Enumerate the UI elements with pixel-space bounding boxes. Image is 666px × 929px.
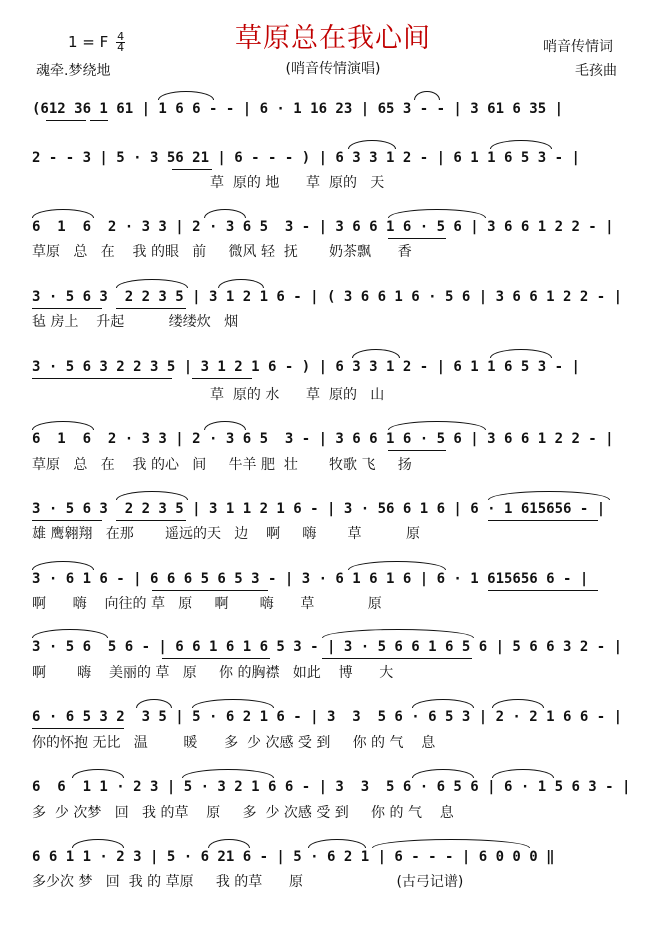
notation-line: 6 · 6 5 3 2 3 5 | 5 · 6 2 1 6 - | 3 3 5 6 · 6 5 3 | 2 · 2 1 6 6 - | bbox=[32, 709, 623, 725]
slur bbox=[116, 491, 188, 500]
notation-line: 3 · 5 6 3 2 2 3 5 | 3 1 1 2 1 6 - | 3 · 56 6 1 6 | 6 · 1 615656 - | bbox=[32, 501, 606, 517]
beam bbox=[388, 450, 446, 451]
beam bbox=[192, 378, 252, 379]
lyric-line-7: 雄 鹰翱翔 在那 遥远的天 边 啊 嗨 草 原 bbox=[32, 526, 421, 542]
beam bbox=[32, 520, 102, 521]
beam bbox=[32, 378, 172, 379]
slur bbox=[412, 699, 474, 708]
slur bbox=[204, 421, 246, 430]
slur bbox=[32, 421, 94, 430]
slur bbox=[352, 349, 400, 358]
notation-line: 6 6 1 1 · 2 3 | 5 · 3 2 1 6 6 - | 3 3 5 6 · 6 5 6 | 6 · 1 5 6 3 - | bbox=[32, 779, 631, 795]
beam bbox=[116, 308, 186, 309]
slur bbox=[414, 91, 440, 100]
time-signature bbox=[116, 32, 125, 53]
beam bbox=[488, 590, 598, 591]
slur bbox=[158, 91, 214, 100]
beam bbox=[116, 520, 186, 521]
time-top: 4 bbox=[117, 30, 125, 43]
beam bbox=[32, 308, 102, 309]
notation-line: 6 1 6 2 · 3 3 | 2 · 3 6 5 3 - | 3 6 6 1 6 · 5 6 | 3 6 6 1 2 2 - | bbox=[32, 219, 614, 235]
staff-line-7 bbox=[32, 498, 636, 520]
staff-line-1 bbox=[32, 98, 636, 120]
staff-line-8 bbox=[32, 568, 636, 590]
notation-line: 3 · 5 6 3 2 2 3 5 | 3 1 2 1 6 - | ( 3 6 6 1 6 · 5 6 | 3 6 6 1 2 2 - | bbox=[32, 289, 623, 305]
slur bbox=[492, 699, 544, 708]
slur bbox=[72, 839, 124, 848]
beam bbox=[172, 169, 212, 170]
slur bbox=[388, 209, 486, 218]
lyric-line-5: 草 原的 水 草 原的 山 bbox=[32, 387, 385, 403]
beam bbox=[162, 658, 270, 659]
lyric-line-6: 草原 总 在 我 的心 间 牛羊 肥 壮 牧歌 飞 扬 bbox=[32, 457, 412, 473]
slur bbox=[492, 769, 554, 778]
slur bbox=[348, 561, 446, 570]
notation-line: 3 · 5 6 5 6 - | 6 6 1 6 1 6 5 3 - | 3 · 5 6 6 1 6 5 6 | 5 6 6 3 2 - | bbox=[32, 639, 623, 655]
lyric-line-12: 多少次 梦 回 我 的 草原 我 的草 原 (古弓记谱) bbox=[32, 874, 464, 890]
slur bbox=[192, 699, 274, 708]
beam bbox=[152, 590, 268, 591]
beam bbox=[322, 658, 472, 659]
staff-line-3 bbox=[32, 216, 636, 238]
beam bbox=[32, 728, 124, 729]
notation-line: 6 6 1 1 · 2 3 | 5 · 6 21 6 - | 5 · 6 2 1 | 6 - - - | 6 0 0 0 ‖ bbox=[32, 849, 555, 865]
lyric-line-10: 你的怀抱 无比 温 暖 多 少 次感 受 到 你 的 气 息 bbox=[32, 735, 436, 751]
slur bbox=[412, 769, 474, 778]
slur bbox=[72, 769, 124, 778]
beam bbox=[388, 238, 446, 239]
staff-line-2 bbox=[32, 147, 636, 169]
key-signature bbox=[68, 32, 125, 53]
lyric-line-4: 毡 房上 升起 缕缕炊 烟 bbox=[32, 314, 239, 330]
slur bbox=[488, 491, 610, 500]
staff-line-11 bbox=[32, 776, 636, 798]
slur bbox=[308, 839, 366, 848]
notation-line: 6 1 6 2 · 3 3 | 2 · 3 6 5 3 - | 3 6 6 1 6 · 5 6 | 3 6 6 1 2 2 - | bbox=[32, 431, 614, 447]
subtitle: (哨音传情演唱) bbox=[285, 61, 381, 77]
lyric-line-9: 啊 嗨 美丽的 草 原 你 的胸襟 如此 博 大 bbox=[32, 665, 394, 681]
arranger-note: 魂牵.梦绕地 bbox=[36, 63, 111, 79]
slur bbox=[136, 699, 172, 708]
beam bbox=[90, 120, 108, 121]
slur bbox=[32, 209, 94, 218]
notation-line: 3 · 6 1 6 - | 6 6 6 5 6 5 3 - | 3 · 6 1 6 1 6 | 6 · 1 615656 6 - | bbox=[32, 571, 589, 587]
slur bbox=[32, 561, 94, 570]
key-label: 1 = F bbox=[68, 33, 109, 51]
slur bbox=[372, 839, 530, 848]
slur bbox=[182, 769, 274, 778]
notation-line: 2 - - 3 | 5 · 3 56 21 | 6 - - - ) | 6 3 3 1 2 - | 6 1 1 6 5 3 - | bbox=[32, 150, 580, 166]
staff-line-12 bbox=[32, 846, 636, 868]
staff-line-4 bbox=[32, 286, 636, 308]
slur bbox=[208, 839, 250, 848]
time-bottom: 4 bbox=[117, 41, 125, 54]
beam bbox=[488, 520, 598, 521]
notation-line: 3 · 5 6 3 2 2 3 5 | 3 1 2 1 6 - ) | 6 3 3 1 2 - | 6 1 1 6 5 3 - | bbox=[32, 359, 580, 375]
lyricist-credit: 哨音传情词 bbox=[543, 39, 613, 55]
lyric-line-11: 多 少 次梦 回 我 的草 原 多 少 次感 受 到 你 的 气 息 bbox=[32, 805, 454, 821]
slur bbox=[218, 279, 264, 288]
beam bbox=[46, 120, 86, 121]
slur bbox=[388, 421, 486, 430]
notation-line: (612 36 1 61 | 1 6 6 - - | 6 · 1 16 23 | 65 3 - - | 3 61 6 35 | bbox=[32, 101, 564, 117]
staff-line-5 bbox=[32, 356, 636, 378]
title: 草原总在我心间 bbox=[235, 23, 431, 54]
staff-line-10 bbox=[32, 706, 636, 728]
staff-line-9 bbox=[32, 636, 636, 658]
lyric-line-1 bbox=[32, 122, 636, 142]
lyric-line-8: 啊 嗨 向往的 草 原 啊 嗨 草 原 bbox=[32, 596, 382, 612]
slur bbox=[32, 629, 108, 638]
slur bbox=[490, 349, 552, 358]
lyric-line-2: 草 原的 地 草 原的 天 bbox=[32, 175, 385, 191]
staff-line-6 bbox=[32, 428, 636, 450]
composer-credit: 毛孩曲 bbox=[575, 63, 617, 79]
slur bbox=[116, 279, 188, 288]
slur bbox=[322, 629, 474, 638]
slur bbox=[204, 209, 246, 218]
lyric-line-3: 草原 总 在 我 的眼 前 微风 轻 抚 奶茶飘 香 bbox=[32, 244, 412, 260]
